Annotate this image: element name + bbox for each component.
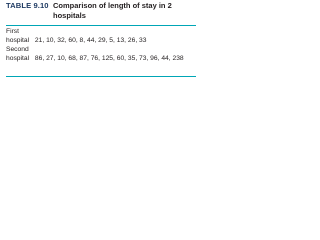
table-top-rule [6,25,196,26]
table-figure [0,0,200,77]
row-label: hospital [6,37,30,45]
table-caption: Comparison of length of stay in 2 hospitals [53,1,172,20]
table-body [6,27,196,75]
row-label: Second [6,46,29,54]
row-label: hospital [6,55,30,63]
table-row [6,54,196,63]
row-values: 86, 27, 10, 68, 87, 76, 125, 60, 35, 73, 96, 44, 238 [34,55,184,63]
table-row [6,45,196,54]
table-title [6,1,196,27]
row-label: First [6,28,19,35]
table-row [6,27,196,36]
table-row [6,36,196,45]
table-bottom-rule [6,76,196,77]
table-number: TABLE 9.10 [6,1,49,10]
row-values: 21, 10, 32, 60, 8, 44, 29, 5, 13, 26, 33 [34,37,147,45]
